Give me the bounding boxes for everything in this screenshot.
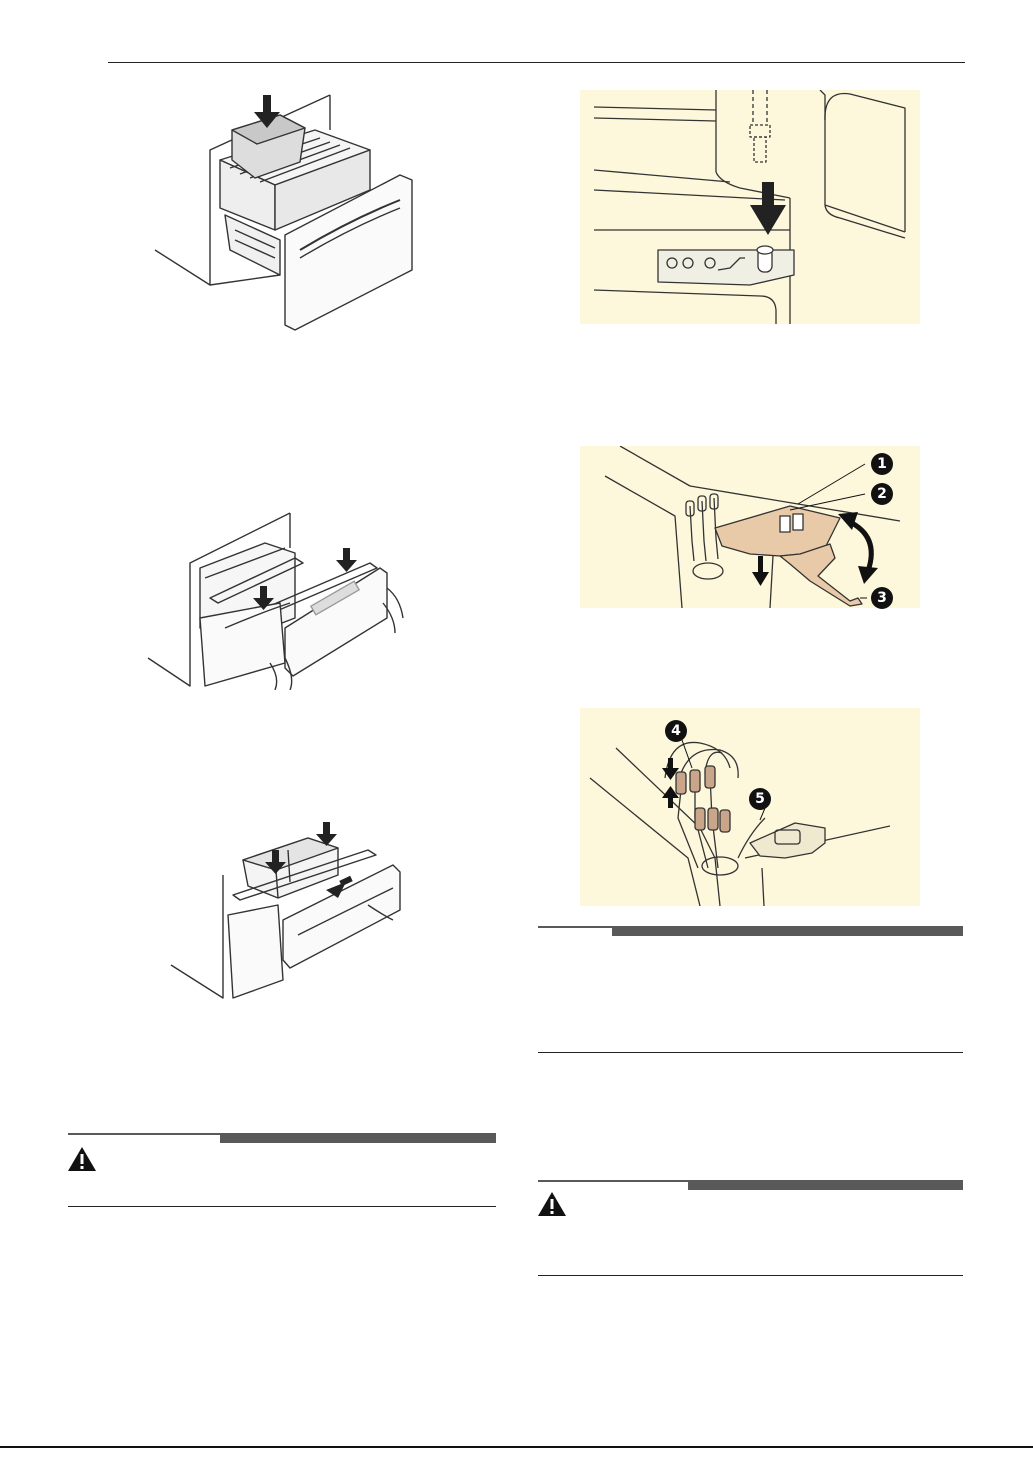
wire-connector-panel (580, 708, 920, 906)
callout-4: 4 (665, 720, 687, 742)
wire-connector-illustration (580, 708, 920, 906)
door-hinge-panel (580, 90, 920, 324)
left-warning-bottom-rule (68, 1206, 496, 1207)
hinge-lever-panel (580, 446, 920, 608)
callout-2: 2 (871, 483, 893, 505)
left-warning-bar (68, 1133, 496, 1143)
drawer-baskets-illustration (168, 820, 408, 1002)
callout-3: 3 (871, 587, 893, 609)
door-hinge-illustration (580, 90, 920, 324)
warning-triangle-icon (536, 1190, 568, 1218)
warning-triangle-icon (66, 1145, 98, 1173)
right-warning-bottom-rule (538, 1275, 963, 1276)
header-rule (108, 62, 965, 63)
footer-rule (0, 1446, 1033, 1448)
ice-bin-insertion-illustration (150, 90, 420, 335)
callout-5: 5 (749, 788, 771, 810)
hinge-lever-illustration (580, 446, 920, 608)
drawer-rails-illustration (145, 508, 415, 690)
right-note-bar (538, 926, 963, 936)
callout-1: 1 (871, 453, 893, 475)
right-warning-bar (538, 1180, 963, 1190)
right-note-bottom-rule (538, 1052, 963, 1053)
